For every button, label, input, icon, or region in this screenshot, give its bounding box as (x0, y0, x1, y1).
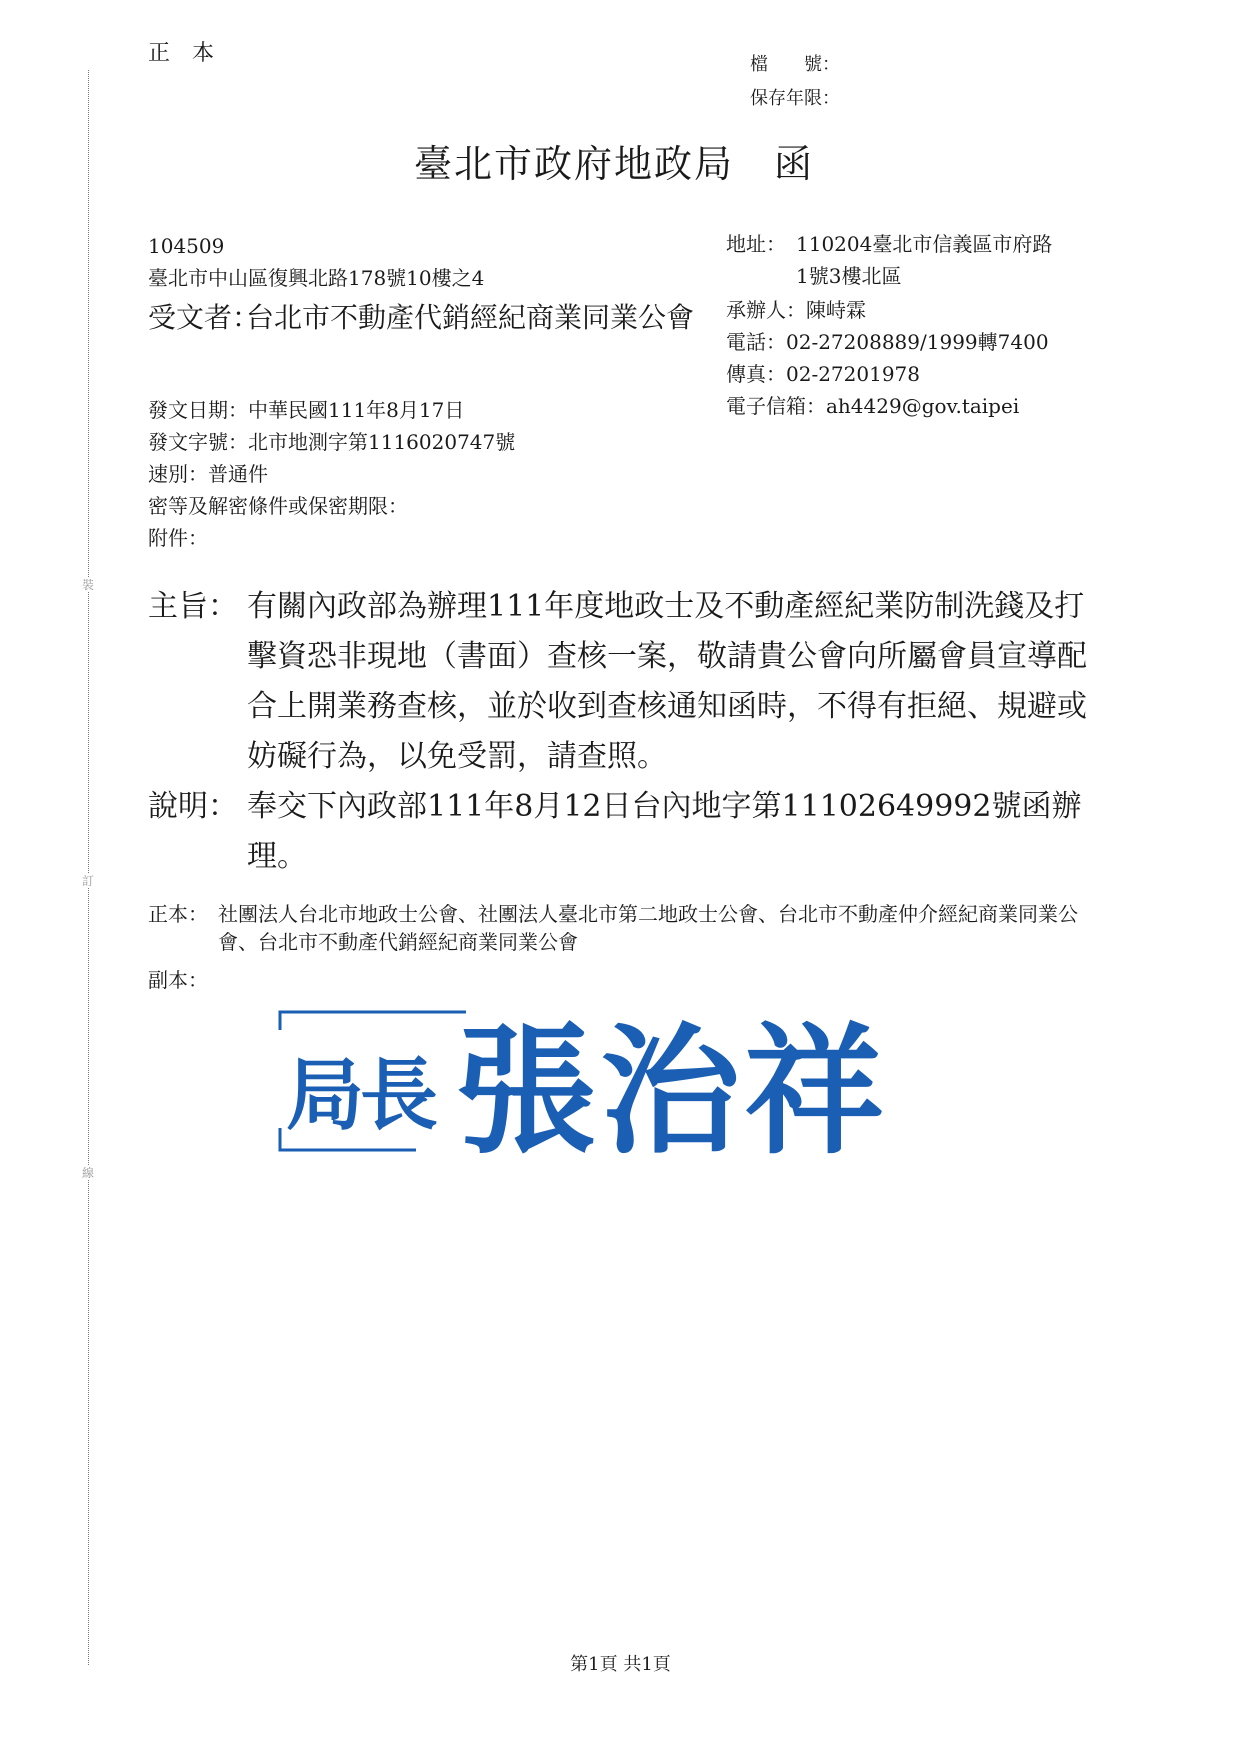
sender-address-line2: 1號3樓北區 (796, 264, 902, 288)
sender-address-line1: 110204臺北市信義區市府路 (796, 232, 1053, 256)
cc-original (148, 900, 1108, 956)
seal-title: 局長 (286, 1050, 435, 1141)
subject (148, 582, 1108, 782)
cc-original-text: 社團法人台北市地政士公會、社團法人臺北市第二地政士公會、台北市不動產仲介經紀商業同業公會、台北市不動產代銷經紀商業同業公會 (218, 902, 1078, 954)
speed-class: 速別：普通件 (148, 462, 268, 486)
recipient (148, 298, 718, 338)
sender-fax: 傳真：02-27201978 (726, 362, 921, 386)
copy-type: 正 本 (148, 41, 215, 66)
binding-line (88, 70, 89, 1665)
retention-label: 保存年限： (750, 88, 840, 109)
document-type: 函 (774, 142, 815, 186)
doc-number: 發文字號：北市地測字第1116020747號 (148, 430, 516, 454)
binding-mark-ding: 訂 (81, 874, 94, 888)
explanation-label: 說明： (148, 789, 238, 824)
binding-mark-xian: 線 (81, 1166, 94, 1180)
explanation (148, 782, 1108, 882)
subject-label: 主旨： (148, 589, 238, 624)
sender-handler: 承辦人：陳峙霖 (726, 298, 866, 322)
subject-text: 有關內政部為辦理111年度地政士及不動產經紀業防制洗錢及打擊資恐非現地（書面）查核一案，敬請貴公會向所屬會員宣導配合上開業務查核，並於收到查核通知函時，不得有拒絕、規避或妨礙行為，以免受罰，請查照。 (247, 589, 1087, 774)
binding-mark-zhuang: 裝 (81, 578, 94, 592)
seal-name: 張治祥 (456, 1010, 889, 1165)
secrecy-label: 密等及解密條件或保密期限： (148, 494, 408, 518)
cc-copy-label: 副本： (148, 968, 208, 992)
issue-date: 發文日期：中華民國111年8月17日 (148, 398, 465, 422)
recipient-label: 受文者： (148, 301, 261, 334)
page-number: 第1頁 共1頁 (570, 1654, 671, 1675)
sender-email: 電子信箱：ah4429@gov.taipei (726, 394, 1020, 418)
document-title (414, 138, 814, 190)
explanation-text: 奉交下內政部111年8月12日台內地字第11102649992號函辦理。 (247, 789, 1082, 874)
recipient-name: 台北市不動產代銷經紀商業同業公會 (246, 301, 695, 334)
recipient-address: 臺北市中山區復興北路178號10樓之4 (148, 266, 485, 290)
seal-frame-top (280, 1012, 466, 1030)
attachment-label: 附件： (148, 526, 208, 550)
agency-name: 臺北市政府地政局 (414, 142, 735, 186)
recipient-postcode: 104509 (148, 234, 225, 258)
file-number-label: 檔 號： (750, 54, 840, 75)
sender-address-label: 地址： (726, 232, 786, 256)
sender-phone: 電話：02-27208889/1999轉7400 (726, 330, 1049, 354)
director-seal-stamp (276, 1010, 901, 1165)
cc-original-label: 正本： (148, 902, 208, 926)
